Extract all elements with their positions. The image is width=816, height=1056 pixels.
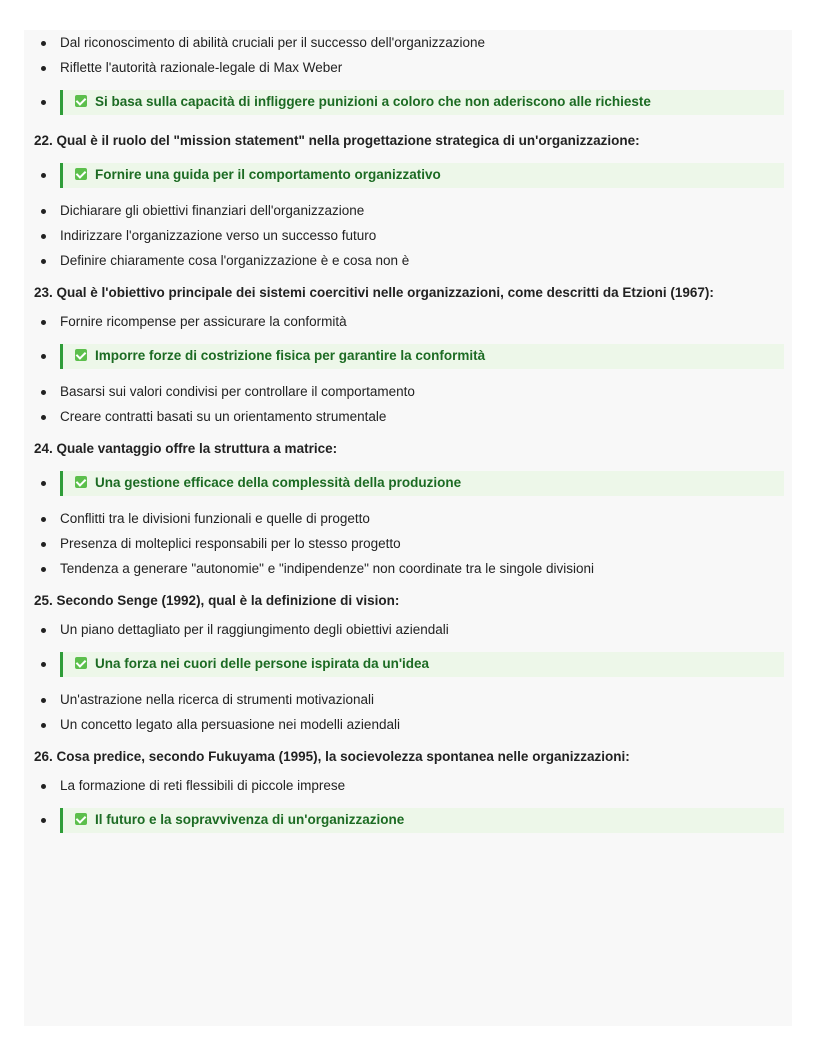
answer-item — [24, 773, 784, 798]
bullet-icon — [41, 415, 46, 420]
question-title: 23. Qual è l'obiettivo principale dei sistemi coercitivi nelle organizzazioni, come descritti da Etzioni (1967): — [34, 285, 714, 300]
bullet-icon — [41, 662, 46, 667]
correct-answer-item — [24, 338, 784, 375]
answer-item — [24, 55, 784, 80]
quiz-content — [24, 30, 792, 839]
bullet-icon — [41, 66, 46, 71]
answer-item — [24, 30, 784, 55]
bullet-icon — [41, 818, 46, 823]
answer-text: Dichiarare gli obiettivi finanziari dell'organizzazione — [60, 203, 365, 218]
answer-item — [24, 223, 784, 248]
options-list — [24, 30, 784, 121]
answer-item — [24, 531, 784, 556]
correct-answer-box — [60, 90, 784, 115]
quiz-page — [24, 30, 792, 1026]
answer-text: Presenza di molteplici responsabili per lo stesso progetto — [60, 536, 401, 551]
answer-text: Fornire una guida per il comportamento organizzativo — [95, 167, 441, 182]
options-list — [24, 157, 784, 273]
answer-item — [24, 198, 784, 223]
checkmark-icon — [75, 657, 87, 669]
answer-text: Dal riconoscimento di abilità cruciali per il successo dell'organizzazione — [60, 35, 486, 50]
bullet-icon — [41, 234, 46, 239]
correct-answer-item — [24, 465, 784, 502]
checkmark-icon — [75, 95, 87, 107]
answer-text: Un'astrazione nella ricerca di strumenti motivazionali — [60, 692, 374, 707]
checkmark-icon — [75, 476, 87, 488]
bullet-icon — [41, 698, 46, 703]
correct-answer-item — [24, 157, 784, 194]
answer-text: Una gestione efficace della complessità della produzione — [95, 475, 462, 490]
correct-answer-item — [24, 802, 784, 839]
bullet-icon — [41, 784, 46, 789]
correct-answer-box — [60, 471, 784, 496]
correct-answer-item — [24, 84, 784, 121]
answer-text: Una forza nei cuori delle persone ispirata da un'idea — [95, 656, 430, 671]
answer-item — [24, 687, 784, 712]
answer-text: Creare contratti basati su un orientamento strumentale — [60, 409, 387, 424]
answer-item — [24, 712, 784, 737]
answer-text: Definire chiaramente cosa l'organizzazione è e cosa non è — [60, 253, 410, 268]
correct-answer-box — [60, 808, 784, 833]
answer-text: Basarsi sui valori condivisi per controllare il comportamento — [60, 384, 415, 399]
checkmark-icon — [75, 168, 87, 180]
answer-item — [24, 379, 784, 404]
bullet-icon — [41, 209, 46, 214]
answer-text: Indirizzare l'organizzazione verso un successo futuro — [60, 228, 377, 243]
answer-text: Tendenza a generare "autonomie" e "indipendenze" non coordinate tra le singole divisioni — [60, 561, 595, 576]
options-list — [24, 617, 784, 737]
bullet-icon — [41, 628, 46, 633]
question-title: 26. Cosa predice, secondo Fukuyama (1995), la socievolezza spontanea nelle organizzazioni: — [34, 749, 630, 764]
checkmark-icon — [75, 813, 87, 825]
bullet-icon — [41, 517, 46, 522]
bullet-icon — [41, 542, 46, 547]
answer-text: Fornire ricompense per assicurare la conformità — [60, 314, 347, 329]
bullet-icon — [41, 723, 46, 728]
answer-text: Riflette l'autorità razionale-legale di Max Weber — [60, 60, 343, 75]
bullet-icon — [41, 100, 46, 105]
answer-text: Il futuro e la sopravvivenza di un'organizzazione — [95, 812, 405, 827]
answer-text: Un piano dettagliato per il raggiungimento degli obiettivi aziendali — [60, 622, 449, 637]
answer-text: Si basa sulla capacità di infliggere punizioni a coloro che non aderiscono alle richieste — [95, 94, 651, 109]
answer-item — [24, 556, 784, 581]
answer-text: Conflitti tra le divisioni funzionali e quelle di progetto — [60, 511, 370, 526]
answer-item — [24, 248, 784, 273]
bullet-icon — [41, 481, 46, 486]
correct-answer-item — [24, 646, 784, 683]
options-list — [24, 773, 784, 839]
correct-answer-box — [60, 652, 784, 677]
bullet-icon — [41, 173, 46, 178]
answer-item — [24, 617, 784, 642]
correct-answer-box — [60, 344, 784, 369]
answer-item — [24, 506, 784, 531]
question-title: 24. Quale vantaggio offre la struttura a matrice: — [34, 441, 338, 456]
bullet-icon — [41, 567, 46, 572]
question-title: 25. Secondo Senge (1992), qual è la definizione di vision: — [34, 593, 400, 608]
answer-text: Imporre forze di costrizione fisica per garantire la conformità — [95, 348, 486, 363]
correct-answer-box — [60, 163, 784, 188]
answer-item — [24, 404, 784, 429]
options-list — [24, 465, 784, 581]
question-title: 22. Qual è il ruolo del "mission statement" nella progettazione strategica di un'organizzazione: — [34, 133, 640, 148]
answer-text: La formazione di reti flessibili di piccole imprese — [60, 778, 346, 793]
options-list — [24, 309, 784, 429]
bullet-icon — [41, 41, 46, 46]
bullet-icon — [41, 259, 46, 264]
answer-text: Un concetto legato alla persuasione nei modelli aziendali — [60, 717, 400, 732]
bullet-icon — [41, 390, 46, 395]
answer-item — [24, 309, 784, 334]
bullet-icon — [41, 320, 46, 325]
checkmark-icon — [75, 349, 87, 361]
bullet-icon — [41, 354, 46, 359]
